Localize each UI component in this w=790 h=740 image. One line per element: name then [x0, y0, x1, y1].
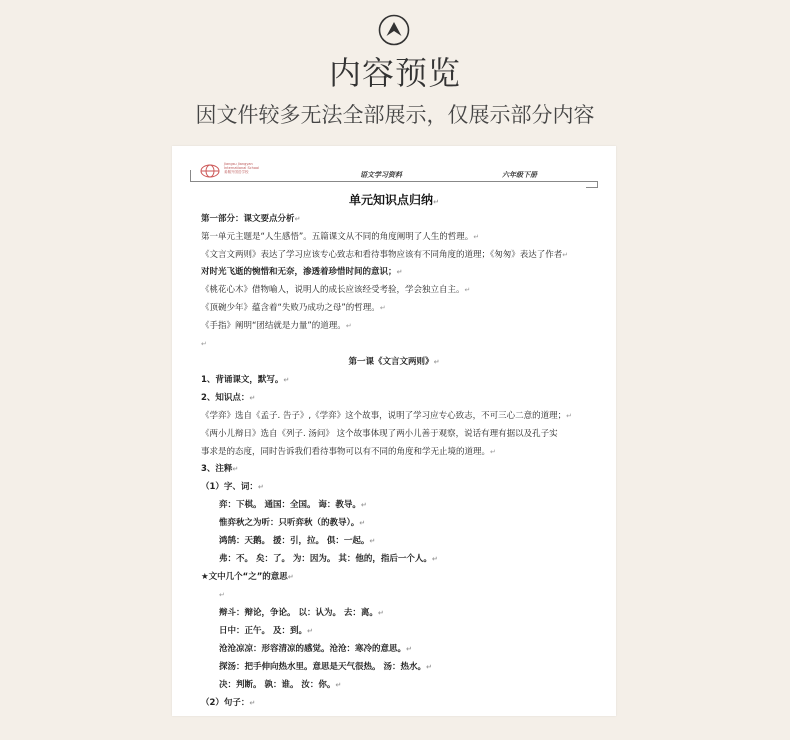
- doc-line: ↵: [201, 340, 207, 348]
- doc-line: 探汤：把手伸向热水里。意思是天气很热。 汤：热水。↵: [219, 662, 432, 672]
- header-right-text: 六年级下册: [502, 171, 537, 179]
- doc-line: 日中：正午。 及：到。↵: [219, 626, 313, 636]
- doc-line: 惟弈秋之为听：只听弈秋（的教导）。↵: [219, 518, 366, 528]
- doc-line: 《桃花心木》借物喻人，说明人的成长应该经受考验，学会独立自主。↵: [201, 285, 471, 295]
- doc-line: 1、背诵课文，默写。↵: [201, 375, 290, 385]
- document-title: 单元知识点归纳↵: [349, 193, 439, 207]
- doc-line: 《手指》阐明“团结就是力量”的道理。↵: [201, 321, 352, 331]
- doc-line: （1）字、词：↵: [201, 482, 264, 492]
- header-rule: [190, 170, 191, 181]
- page-subtitle: 因文件较多无法全部展示，仅展示部分内容: [195, 103, 595, 127]
- doc-line: 《文言文两则》表达了学习应该专心致志和看待事物应该有不同角度的道理；《匆匆》表达了作者↵: [201, 250, 569, 260]
- doc-line: 第一部分：课文要点分析↵: [201, 214, 301, 224]
- header-rule: [586, 187, 598, 188]
- school-logo-text: Jiangsu Jiangyan International School 姜堰外国语学校: [224, 162, 260, 174]
- doc-line: 鸿鹄：天鹅。 援：引，拉。 俱：一起。↵: [219, 536, 376, 546]
- lesson-heading: 第一课《文言文两则》↵: [348, 357, 440, 367]
- doc-line: 决：判断。 孰：谁。 汝：你。↵: [219, 680, 342, 690]
- doc-line: 《两小儿辩日》选自《列子. 汤问》 这个故事体现了两小儿善于观察，说话有理有据以及孔子实: [201, 429, 558, 439]
- doc-line: 辩斗：辩论，争论。 以：认为。 去：离。↵: [219, 608, 384, 618]
- doc-line: ↵: [219, 591, 225, 599]
- doc-line: ★文中几个“之”的意思↵: [201, 572, 294, 582]
- document-preview: [172, 146, 616, 716]
- doc-line: 弗：不。 矣：了。 为：因为。 其：他的，指后一个人。↵: [219, 554, 438, 564]
- doc-line: 事求是的态度，同时告诉我们看待事物可以有不同的角度和学无止境的道理。↵: [201, 447, 496, 457]
- doc-line: 弈：下棋。 通国：全国。 诲：教导。↵: [219, 500, 367, 510]
- doc-line: 对时光飞逝的惋惜和无奈，渗透着珍惜时间的意识；↵: [201, 267, 403, 277]
- school-logo-icon: [200, 164, 220, 178]
- doc-line: 3、注释↵: [201, 464, 239, 474]
- document-header: [172, 146, 616, 196]
- header-rule: [190, 181, 598, 182]
- page-title: 内容预览: [328, 54, 461, 92]
- doc-line: 2、知识点：↵: [201, 393, 256, 403]
- doc-line: 《学弈》选自《孟子. 告子》,《学弈》这个故事，说明了学习应专心致志，不可三心二意的道理；↵: [201, 411, 572, 421]
- header-center-text: 语文学习资料: [360, 171, 402, 179]
- doc-line: （2）句子：↵: [201, 698, 256, 708]
- doc-line: 沧沧凉凉：形容清凉的感觉。沧沧：寒冷的意思。↵: [219, 644, 412, 654]
- chevron-up-circle-icon[interactable]: [378, 14, 410, 46]
- doc-line: 第一单元主题是“人生感悟”。五篇课文从不同的角度阐明了人生的哲理。↵: [201, 232, 480, 242]
- doc-line: 《顶碗少年》蕴含着“失败乃成功之母”的哲理。↵: [201, 303, 386, 313]
